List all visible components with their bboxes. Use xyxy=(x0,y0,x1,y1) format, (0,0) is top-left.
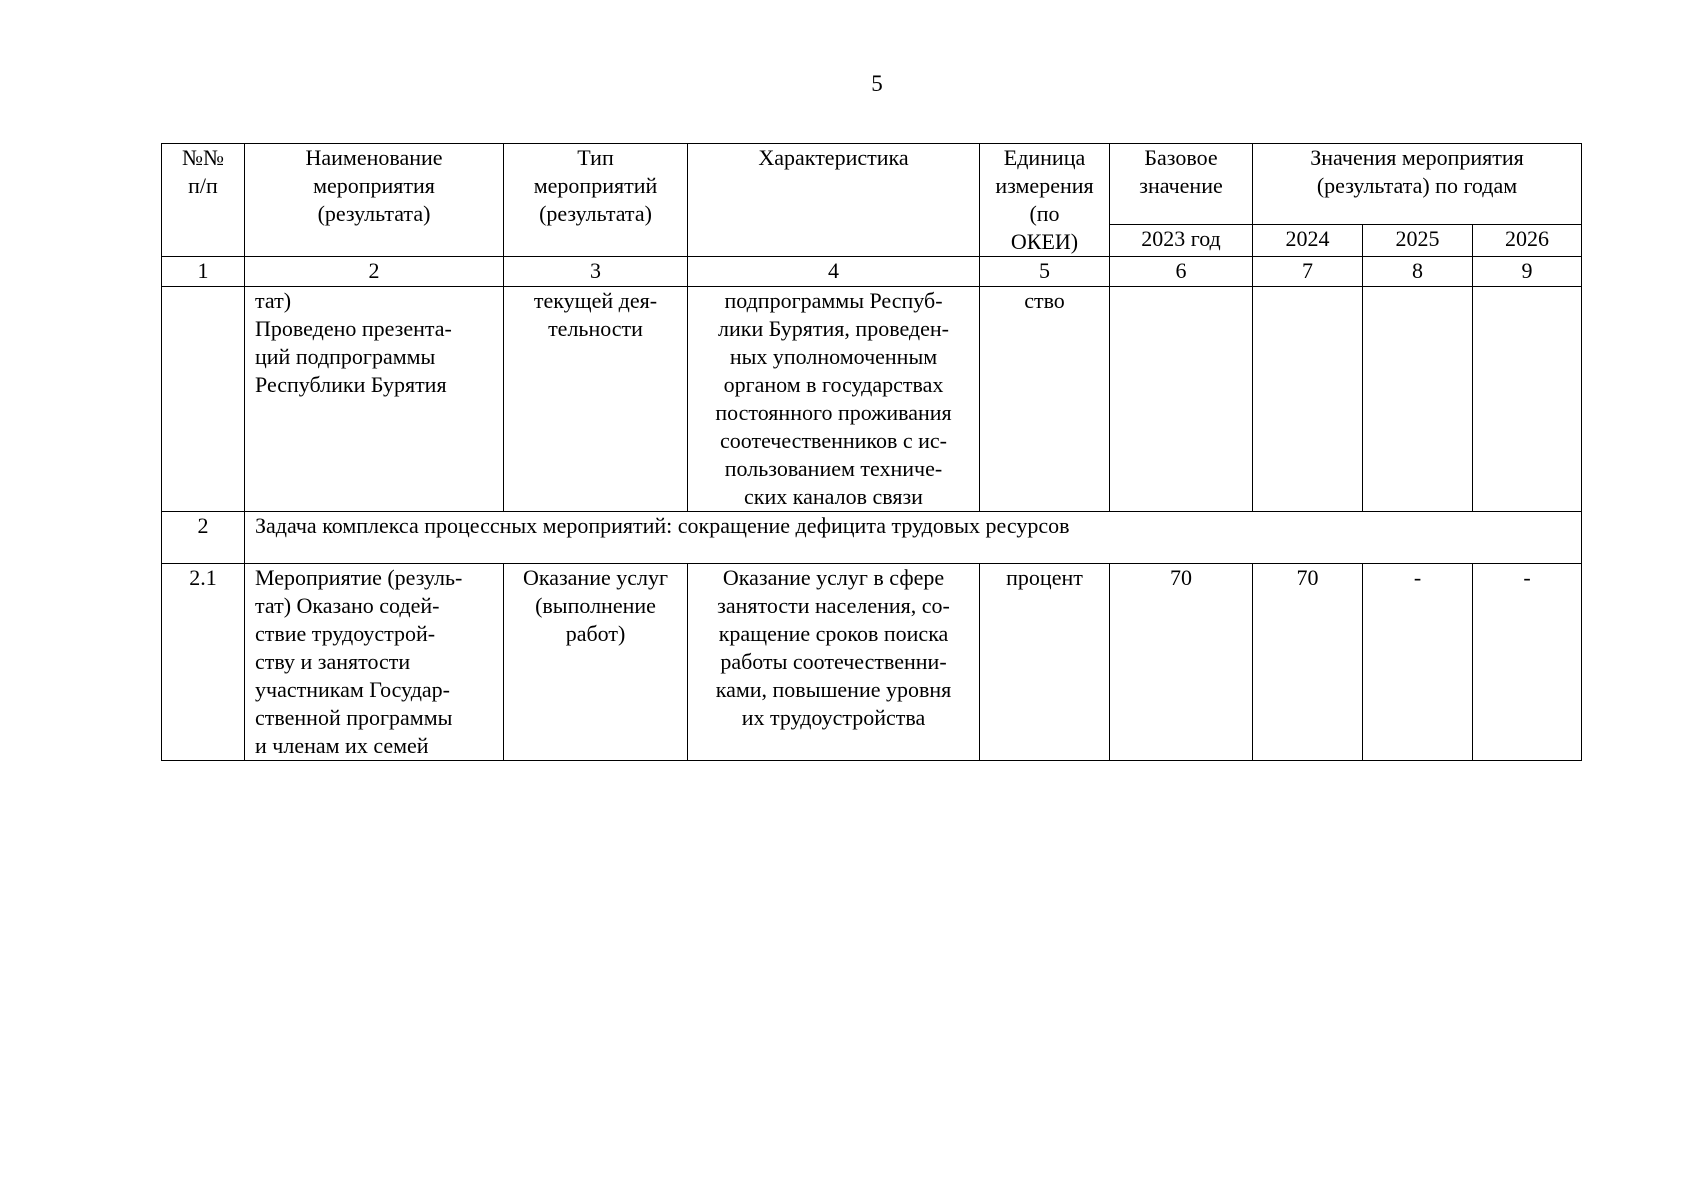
row-number: 2.1 xyxy=(162,564,245,761)
header-type: Тип мероприятий (результата) xyxy=(504,144,688,257)
header-base-year: 2023 год xyxy=(1110,225,1253,257)
column-number: 3 xyxy=(504,257,688,287)
row-type: Оказание услуг (выполнение работ) xyxy=(504,564,688,761)
column-number: 2 xyxy=(245,257,504,287)
table-row xyxy=(162,287,1582,512)
page-number: 5 xyxy=(871,71,883,96)
row-name: Мероприятие (резуль- тат) Оказано содей- ствие трудоустрой- ству и занятости участникам Государ- ственной программы и членам их семей xyxy=(245,564,504,761)
row-2026 xyxy=(1473,287,1582,512)
header-base-value: Базовое значение xyxy=(1110,144,1253,225)
header-row-1 xyxy=(162,144,1582,225)
row-2025 xyxy=(1363,287,1473,512)
header-year-2024: 2024 xyxy=(1253,225,1363,257)
header-year-2026: 2026 xyxy=(1473,225,1582,257)
task-text: Задача комплекса процессных мероприятий: сокращение дефицита трудовых ресурсов xyxy=(245,512,1582,564)
column-number: 5 xyxy=(980,257,1110,287)
row-characteristic: Оказание услуг в сфере занятости населения, со- кращение сроков поиска работы соотечественни- ками, повышение уровня их трудоустройства xyxy=(688,564,980,761)
column-number: 8 xyxy=(1363,257,1473,287)
column-number: 4 xyxy=(688,257,980,287)
header-year-2025: 2025 xyxy=(1363,225,1473,257)
row-2025: - xyxy=(1363,564,1473,761)
row-2024: 70 xyxy=(1253,564,1363,761)
row-2026: - xyxy=(1473,564,1582,761)
row-type: текущей дея- тельности xyxy=(504,287,688,512)
header-unit: Единица измерения (по ОКЕИ) xyxy=(980,144,1110,257)
column-number: 9 xyxy=(1473,257,1582,287)
row-number xyxy=(162,287,245,512)
header-number: №№ п/п xyxy=(162,144,245,257)
activities-table xyxy=(161,143,1582,761)
row-characteristic: подпрограммы Респуб- лики Бурятия, проведен- ных уполномоченным органом в государствах постоянного проживания соотечественников с ис- пользованием техниче- ских каналов связи xyxy=(688,287,980,512)
header-values-by-year: Значения мероприятия (результата) по годам xyxy=(1253,144,1582,225)
header-characteristic: Характеристика xyxy=(688,144,980,257)
header-name: Наименование мероприятия (результата) xyxy=(245,144,504,257)
row-unit: процент xyxy=(980,564,1110,761)
row-base xyxy=(1110,287,1253,512)
column-number: 1 xyxy=(162,257,245,287)
row-unit: ство xyxy=(980,287,1110,512)
task-row xyxy=(162,512,1582,564)
row-2024 xyxy=(1253,287,1363,512)
column-number: 7 xyxy=(1253,257,1363,287)
column-numbers-row xyxy=(162,257,1582,287)
column-number: 6 xyxy=(1110,257,1253,287)
row-base: 70 xyxy=(1110,564,1253,761)
row-name: тат) Проведено презента- ций подпрограммы Республики Бурятия xyxy=(245,287,504,512)
task-number: 2 xyxy=(162,512,245,564)
table-row xyxy=(162,564,1582,761)
